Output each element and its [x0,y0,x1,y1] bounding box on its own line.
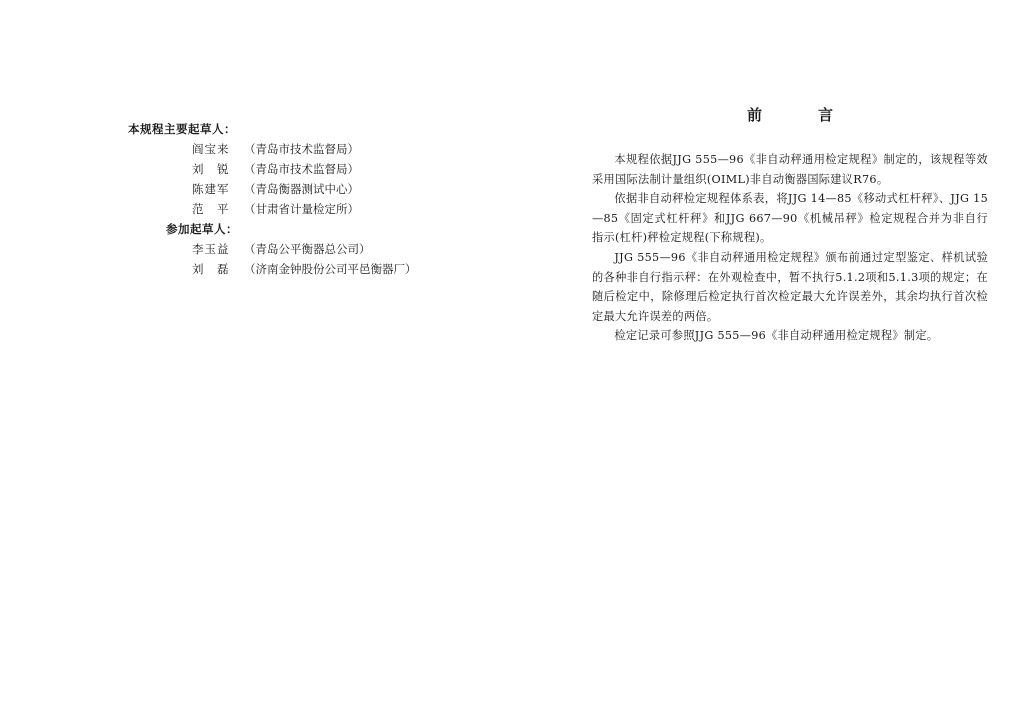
main-drafters-heading: 本规程主要起草人： [128,122,236,136]
drafter-org: （青岛衡器测试中心） [244,182,359,196]
preface-title: 前言 [746,106,889,124]
participant-org: （济南金钟股份公司平邑衡器厂） [244,262,417,276]
drafter-org: （青岛市技术监督局） [244,162,359,176]
participant-name: 李玉益 [192,242,230,256]
preface-paragraph: 本规程依据JJG 555—96《非自动秤通用检定规程》制定的，该规程等效采用国际法制计量组织(OIML)非自动衡器国际建议R76。 [592,153,988,186]
participant-row [128,239,417,259]
right-page [512,0,1024,724]
drafter-row [128,139,417,159]
drafter-name: 陈建军 [192,182,230,196]
participant-org: （青岛公平衡器总公司） [244,242,371,256]
preface-section [592,104,988,346]
drafter-name: 阎宝来 [192,142,230,156]
drafter-name: 刘 锐 [192,162,230,176]
drafter-org: （甘肃省计量检定所） [244,202,359,216]
participant-name: 刘 磊 [192,262,230,276]
preface-paragraph: 依据非自动秤检定规程体系表，将JJG 14—85《移动式杠杆秤》、JJG 15—85《固定式杠杆秤》和JJG 667—90《机械吊秤》检定规程合并为非自行指示(杠杆)秤检定规程(下称规程)。 [592,192,988,245]
drafters-list [128,119,417,279]
drafter-row [128,159,417,179]
drafter-name: 范 平 [192,202,230,216]
drafter-row [128,179,417,199]
participant-row [128,259,417,279]
drafter-org: （青岛市技术监督局） [244,142,359,156]
preface-paragraph: JJG 555—96《非自动秤通用检定规程》颁布前通过定型鉴定、样机试验的各种非自行指示秤：在外观检查中，暂不执行5.1.2项和5.1.3项的规定；在随后检定中，除修理后检定执行首次检定最大允许误差外，其余均执行首次检定最大允许误差的两倍。 [592,250,988,323]
drafter-row [128,199,417,219]
preface-paragraph: 检定记录可参照JJG 555—96《非自动秤通用检定规程》制定。 [614,329,939,343]
participants-heading: 参加起草人： [166,222,238,236]
